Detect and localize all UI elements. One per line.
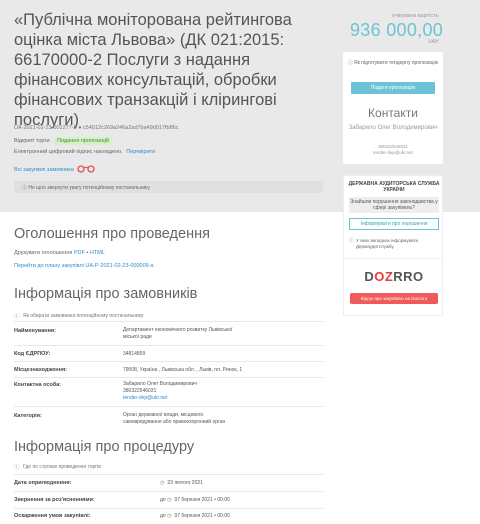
kv-key-clarifications: Звернення за роз'ясненнями: bbox=[14, 497, 95, 503]
tender-ids: UA-2021-02-23-001277-b ● c54012c269a246a2ad7ba49d017fb86c bbox=[14, 125, 179, 131]
tender-title: «Публічна моніторована рейтингова оцінка міста Львова» (ДК 021:2015: 66170000-2 Послуги з надання фінансових консультацій, обробки фінансових транзакцій і клірингові послуги) bbox=[14, 11, 292, 129]
contact-email: tender-dep@ukr.net bbox=[373, 150, 413, 155]
kv-key-location: Місцезнаходження: bbox=[14, 367, 67, 373]
clock-icon: ◷ bbox=[167, 513, 172, 519]
how-to-bid-note: ⓘ Як підготувати тендерну пропозицію bbox=[347, 60, 439, 66]
signature-row bbox=[14, 149, 155, 155]
kv-val-location: 79008, Україна , Львівська обл. , Львів, пл. Ринок, 1 bbox=[123, 367, 243, 373]
customer-section-title: Інформація про замовників bbox=[14, 286, 198, 302]
kv-key-published: Дата оприлюднення: bbox=[14, 480, 72, 486]
kv-val-name: Департамент економічного розвитку Львівської міської ради bbox=[123, 327, 233, 340]
dozorro-card bbox=[343, 258, 443, 316]
report-violation-button[interactable]: Інформувати про порушення bbox=[349, 218, 439, 230]
audit-service-card bbox=[343, 175, 443, 265]
currency: UAH bbox=[428, 39, 439, 45]
info-icon: ⓘ bbox=[14, 465, 20, 471]
kv-key-edrpou: Код ЄДРПОУ: bbox=[14, 351, 51, 357]
divider bbox=[14, 321, 323, 322]
verify-signature-link[interactable]: Перевірити bbox=[126, 149, 156, 155]
contacts-title: Контакти bbox=[368, 106, 418, 120]
kv-key-category: Категорія: bbox=[14, 413, 42, 419]
contact-name: Забарило Олег Володимирович bbox=[348, 125, 438, 131]
kv-val-category: Орган державної влади, місцевого самоврядування або правоохоронний орган bbox=[123, 412, 226, 425]
announcement-title: Оголошення про проведення bbox=[14, 226, 210, 242]
kv-val-edrpou: 34814859 bbox=[123, 351, 146, 357]
audit-title: ДЕРЖАВНА АУДИТОРСЬКА СЛУЖБА УКРАЇНИ bbox=[348, 181, 440, 193]
procedure-type: Відкриті торги bbox=[14, 138, 50, 144]
print-html-link[interactable]: HTML bbox=[89, 250, 105, 256]
divider bbox=[14, 377, 323, 378]
divider bbox=[14, 508, 323, 509]
info-icon: ⓘ bbox=[22, 185, 29, 191]
bid-card bbox=[343, 52, 443, 164]
submit-bid-button[interactable]: Подати пропозицію bbox=[351, 82, 435, 94]
monitoring-note: ⓘ Не щоо звернути увагу потенційному постачальнику bbox=[14, 181, 323, 193]
print-line: Друкувати оголошення PDF • HTML bbox=[14, 250, 105, 256]
procedure-type-row bbox=[14, 137, 112, 145]
divider bbox=[14, 345, 323, 346]
expected-value-label: очікувана вартість bbox=[392, 13, 439, 19]
kv-val-published: ◷ 23 лютого 2021 bbox=[160, 480, 203, 486]
plan-link[interactable]: Перейти до плану закупівлі UA-P-2021-02-23-000009-a bbox=[14, 263, 154, 269]
clock-icon: ◷ bbox=[160, 480, 165, 486]
info-icon: ⓘ bbox=[349, 238, 355, 244]
contact-email-link[interactable]: tender-dep@ukr.net bbox=[123, 395, 168, 401]
customer-purchases-link[interactable]: Всі закупівлі замовника bbox=[14, 167, 74, 173]
kv-key-appeal: Оскарження умов закупівлі: bbox=[14, 513, 91, 519]
clock-icon: ◷ bbox=[167, 497, 172, 503]
dozorro-feedback-button[interactable]: Відгук про закупівлю на Dozorro bbox=[350, 293, 438, 304]
glasses-icon[interactable] bbox=[77, 165, 95, 173]
print-pdf-link[interactable]: PDF bbox=[73, 250, 85, 256]
info-icon: ⓘ bbox=[14, 314, 20, 320]
contact-info bbox=[343, 144, 443, 156]
audit-note[interactable]: ⓘ У якиx випадках інформувати Держаудитслужбу bbox=[349, 238, 418, 249]
divider bbox=[14, 406, 323, 407]
status-badge: Подання пропозицій bbox=[54, 137, 112, 145]
customer-note: ⓘ Як обирати замовника потенційному постачальнику bbox=[14, 313, 144, 320]
procedure-note: ⓘ Где по строках проведення торгів bbox=[14, 464, 101, 471]
kv-key-contact: Контактна особа: bbox=[14, 382, 62, 388]
procedure-section-title: Інформація про процедуру bbox=[14, 439, 195, 455]
dozorro-logo: DOZRRO bbox=[364, 269, 424, 284]
signature-text: Електронний цифровий підпис накладено. bbox=[14, 149, 123, 155]
divider bbox=[14, 491, 323, 492]
plan-line bbox=[14, 263, 154, 269]
kv-key-name: Найменування: bbox=[14, 328, 56, 334]
expected-value: 936 000,00 bbox=[350, 20, 444, 40]
kv-val-appeal: до ◷ 07 березня 2021 • 00:00 bbox=[160, 513, 230, 519]
kv-val-clarifications: до ◷ 07 березня 2021 • 00:00 bbox=[160, 497, 230, 503]
kv-val-contact: Забарило Олег Володимирович 380322546031 tender-dep@ukr.net bbox=[123, 381, 197, 401]
contact-phone: 380322546031 bbox=[377, 144, 409, 149]
info-icon: ⓘ bbox=[347, 60, 355, 66]
audit-question: Знайшли порушення законодавства у сфері закупівель? bbox=[350, 199, 438, 211]
divider bbox=[14, 474, 323, 475]
divider bbox=[14, 361, 323, 362]
